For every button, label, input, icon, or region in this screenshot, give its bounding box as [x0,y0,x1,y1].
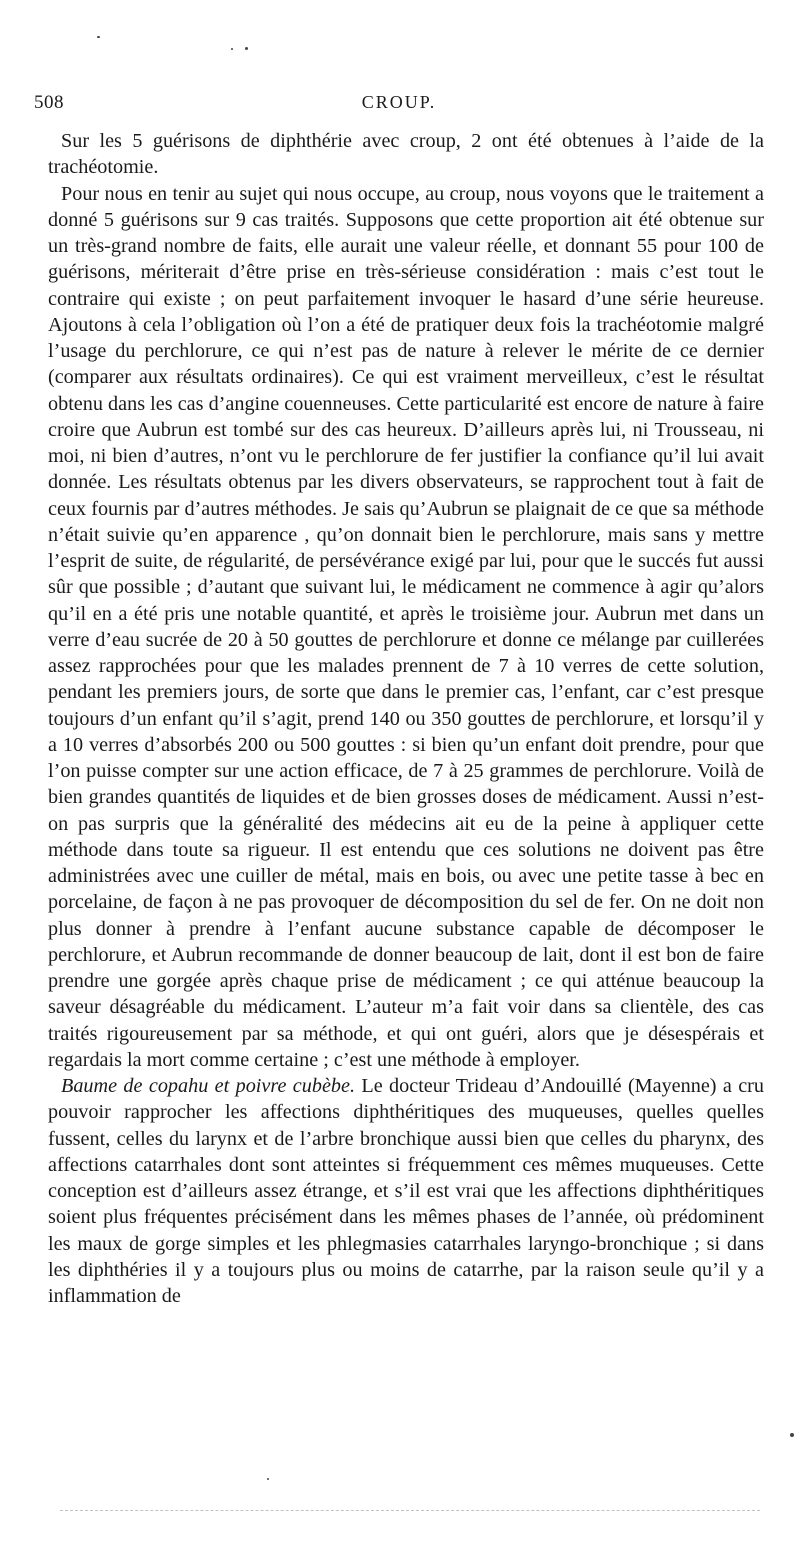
print-speck [231,48,233,50]
page-number: 508 [34,92,64,113]
page-header [34,92,764,122]
bleed-through-line [60,1510,760,1511]
paragraph-aubrun-method: Pour nous en tenir au sujet qui nous occupe, au croup, nous voyons que le traitement a donné 5 guérisons sur 9 cas traités. Supposons que cette proportion ait été obtenue sur un très-grand nombre de faits, elle aurait une valeur réelle, et donnant 55 pour 100 de guérisons, mériterait d’être prise en très-sérieuse considération : mais c’est tout le contraire qui existe ; on peut parfaitement invoquer le hasard d’une série heureuse. Ajoutons à cela l’obligation où l’on a été de pratiquer deux fois la trachéotomie malgré l’usage du perchlorure, ce qui n’est pas de nature à relever le mérite de ce dernier (comparer aux résultats ordinaires). Ce qui est vraiment merveilleux, c’est le résultat obtenu dans les cas d’angine couenneuses. Cette particularité est encore de nature à faire croire que Aubrun est tombé sur des cas heureux. D’ailleurs après lui, ni Trousseau, ni moi, ni bien d’autres, n’ont vu le perchlorure de fer justifier la confiance qu’il lui avait donnée. Les résultats obtenus par les divers observateurs, se rapprochent tout à fait de ceux fournis par d’autres méthodes. Je sais qu’Aubrun se plaignait de ce que sa méthode n’était suivie qu’en apparence , qu’on donnait bien le perchlorure, mais sans y mettre l’esprit de suite, de régularité, de persévérance exigé par lui, pour que le succés fut aussi sûr que possible ; d’autant que suivant lui, le médicament ne commence à agir qu’alors qu’il en a été pris une notable quantité, et après le troisième jour. Aubrun met dans un verre d’eau sucrée de 20 à 50 gouttes de perchlorure et donne ce mélange par cuillerées assez rapprochées pour que les malades prennent de 7 à 10 verres de cette solution, pendant les premiers jours, de sorte que dans le premier cas, l’enfant, car c’est presque toujours d’un enfant qu’il s’agit, prend 140 ou 350 gouttes de perchlorure, et lorsqu’il y a 10 verres d’absorbés 200 ou 500 gouttes : si bien qu’un enfant doit prendre, pour que l’on puisse compter sur une action efficace, de 7 à 25 grammes de perchlorure. Voilà de bien grandes quantités de liquides et de bien grosses doses de médicament. Aussi n’est-on pas surpris que la généralité des médecins ait eu de la peine à appliquer cette méthode dans toute sa rigueur. Il est entendu que ces solutions ne doivent pas être administrées avec une cuiller de métal, mais en bois, ou avec une petite tasse à bec en porcelaine, de façon à ne pas provoquer de décomposition du sel de fer. On ne doit non plus donner à prendre à l’enfant aucune substance capable de décomposer le perchlorure, et Aubrun recommande de donner beaucoup de lait, dont il est bon de faire prendre une gorgée après chaque prise de médicament ; ce qui atténue beaucoup la saveur désagréable du médicament. L’auteur m’a fait voir dans sa clientèle, des cas traités rigoureusement par sa méthode, et qui ont guéri, alors que je désespérais et regardais la mort comme certaine ; c’est une méthode à employer. [48,182,764,1071]
print-speck [245,47,248,50]
paragraph-tracheotomy-results: Sur les 5 guérisons de diphthérie avec croup, 2 ont été obtenues à l’aide de la trachéotomie. [48,130,764,179]
section-lead-title: Baume de copahu et poivre cubèbe. [61,1075,356,1097]
print-speck [267,1478,269,1480]
paragraph-copahu-cubebe [48,1073,764,1309]
body-text [48,128,764,1309]
running-title: CROUP. [361,92,437,112]
print-speck [97,36,100,38]
print-speck [790,1433,794,1437]
paragraph-copahu-text: Le docteur Trideau d’Andouillé (Mayenne) a cru pouvoir rapprocher les affections diphthéritiques des muqueuses, quelles quelles fussent, celles du larynx et de l’arbre bronchique aussi bien que celles du pharynx, des affections catarrhales dont sont atteintes si fréquemment ces mêmes muqueuses. Cette conception est d’ailleurs assez étrange, et s’il est vrai que les affections diphthéritiques soient plus fréquentes précisément dans les mêmes phases de l’année, où prédominent les maux de gorge simples et les phlegmasies catarrhales laryngo-bronchique ; si dans les diphthéries il y a toujours plus ou moins de catarrhe, par la raison seule qu’il y a inflammation de [48,1075,764,1307]
